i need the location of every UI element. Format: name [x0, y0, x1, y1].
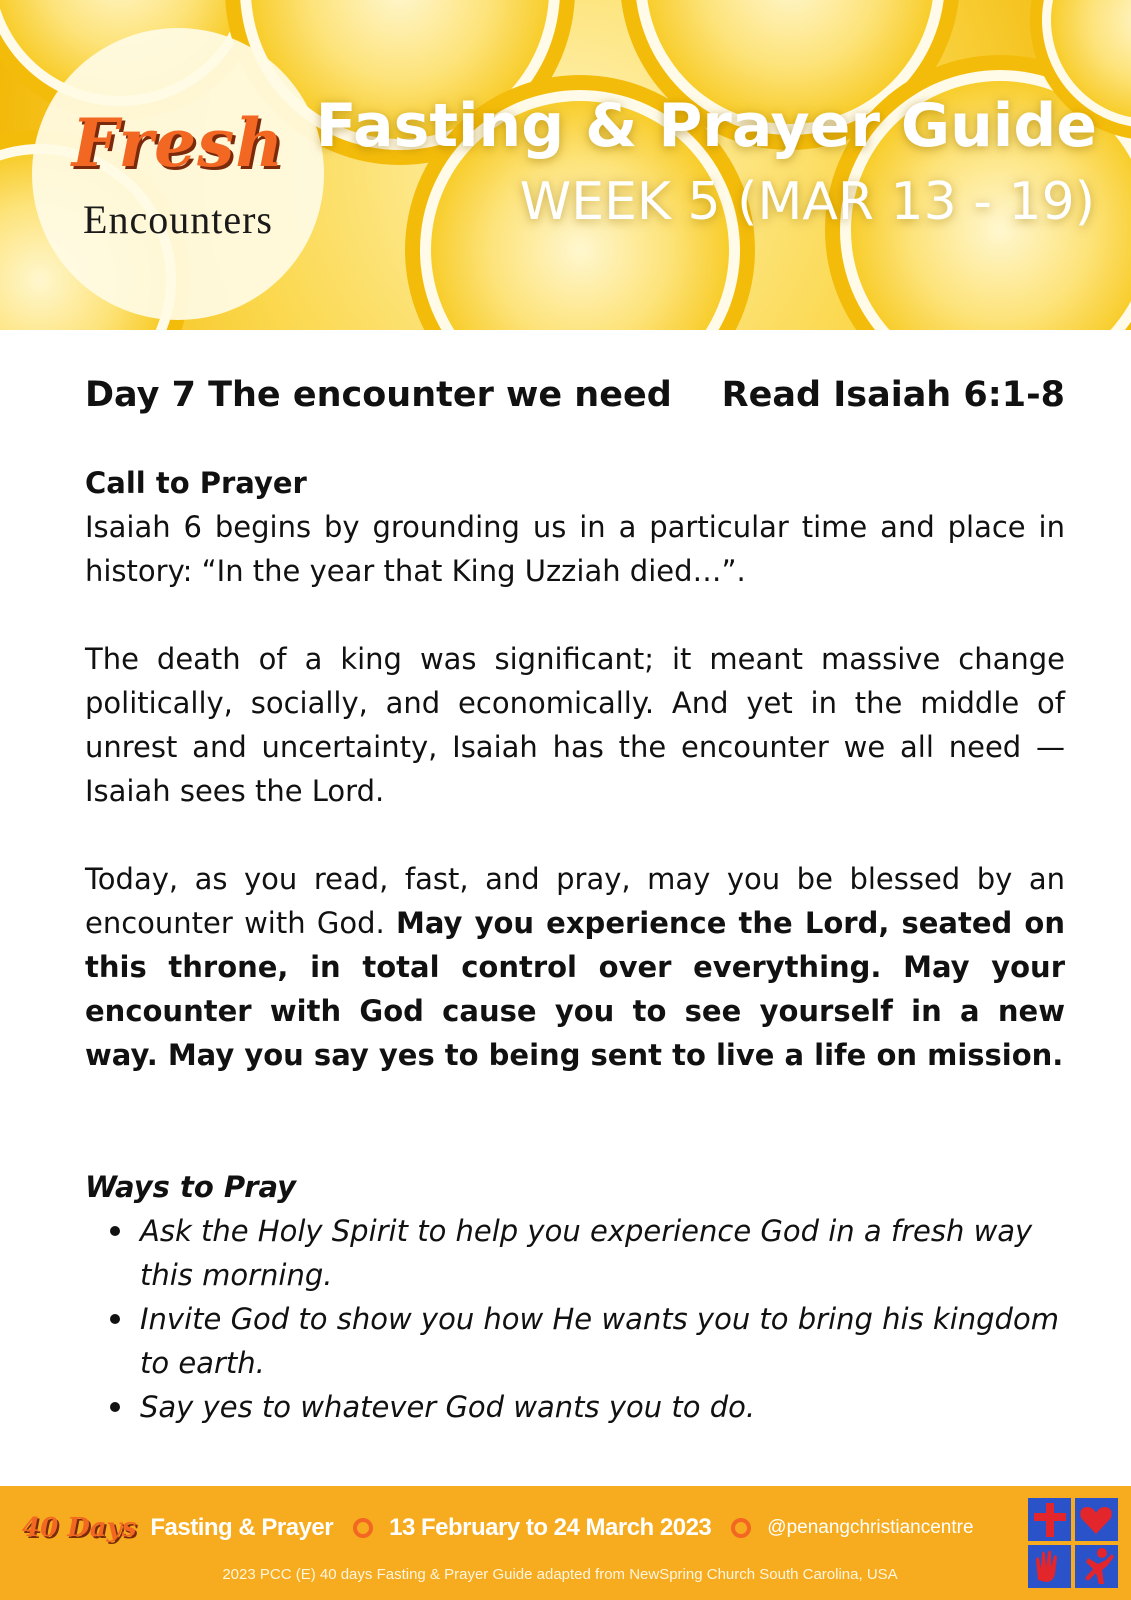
forty-days-label: 40 Days — [22, 1513, 137, 1543]
fresh-encounters-logo — [32, 28, 324, 320]
paragraph-3 — [85, 857, 1065, 1077]
bullet-icon — [110, 1314, 120, 1324]
church-logo-icon — [1028, 1498, 1118, 1588]
footer-bar — [0, 1486, 1131, 1600]
prayer-point — [85, 1297, 1065, 1385]
paragraph-2: The death of a king was significant; it meant massive change politically, socially, and economically. And yet in the middle of unrest and uncertainty, Isaiah has the encounter we all need — Isaiah sees the Lord. — [85, 642, 1065, 808]
paragraph-3-lead: Today, as you read, fast, and pray, may you be blessed by an encounter with God. — [85, 862, 1065, 940]
week-label: WEEK 5 (MAR 13 - 19) — [519, 172, 1095, 232]
separator-dot-icon — [353, 1518, 373, 1538]
ways-to-pray-list — [85, 1209, 1065, 1429]
date-range: 13 February to 24 March 2023 — [389, 1514, 712, 1541]
bullet-icon — [110, 1226, 120, 1236]
credit-line: 2023 PCC (E) 40 days Fasting & Prayer Guide adapted from NewSpring Church South Carolina, USA — [222, 1566, 898, 1583]
paragraph-1: Isaiah 6 begins by grounding us in a particular time and place in history: “In the year that King Uzziah died…”. — [85, 510, 1065, 588]
social-handle: @penangchristiancentre — [767, 1517, 974, 1538]
scripture-reference: Read Isaiah 6:1-8 — [721, 375, 1065, 415]
separator-dot-icon — [731, 1518, 751, 1538]
fasting-prayer-label: Fasting & Prayer — [150, 1514, 334, 1541]
prayer-point-text: Ask the Holy Spirit to help you experience God in a fresh way this morning. — [140, 1214, 1033, 1292]
header-banner — [0, 0, 1131, 330]
prayer-point-text: Invite God to show you how He wants you to bring his kingdom to earth. — [140, 1302, 1059, 1380]
bullet-icon — [110, 1402, 120, 1412]
guide-title: Fasting & Prayer Guide — [315, 91, 1097, 161]
day-title: Day 7 The encounter we need — [85, 375, 672, 415]
devotional-content — [85, 375, 1065, 1429]
prayer-point-text: Say yes to whatever God wants you to do. — [140, 1390, 756, 1424]
footer-info-row — [22, 1504, 974, 1552]
logo-subword: Encounters — [83, 197, 273, 242]
call-to-prayer-heading: Call to Prayer — [85, 466, 307, 500]
logo-word: Fresh — [71, 104, 285, 182]
prayer-point — [85, 1209, 1065, 1297]
prayer-point — [85, 1385, 1065, 1429]
paragraph-3-blessing: May you experience the Lord, seated on this throne, in total control over everything. May your encounter with God cause you to see yourself in a new way. May you say yes to being sent to live a life on mission. — [85, 906, 1065, 1072]
ways-to-pray-heading: Ways to Pray — [85, 1170, 297, 1204]
day-header — [85, 375, 1065, 415]
